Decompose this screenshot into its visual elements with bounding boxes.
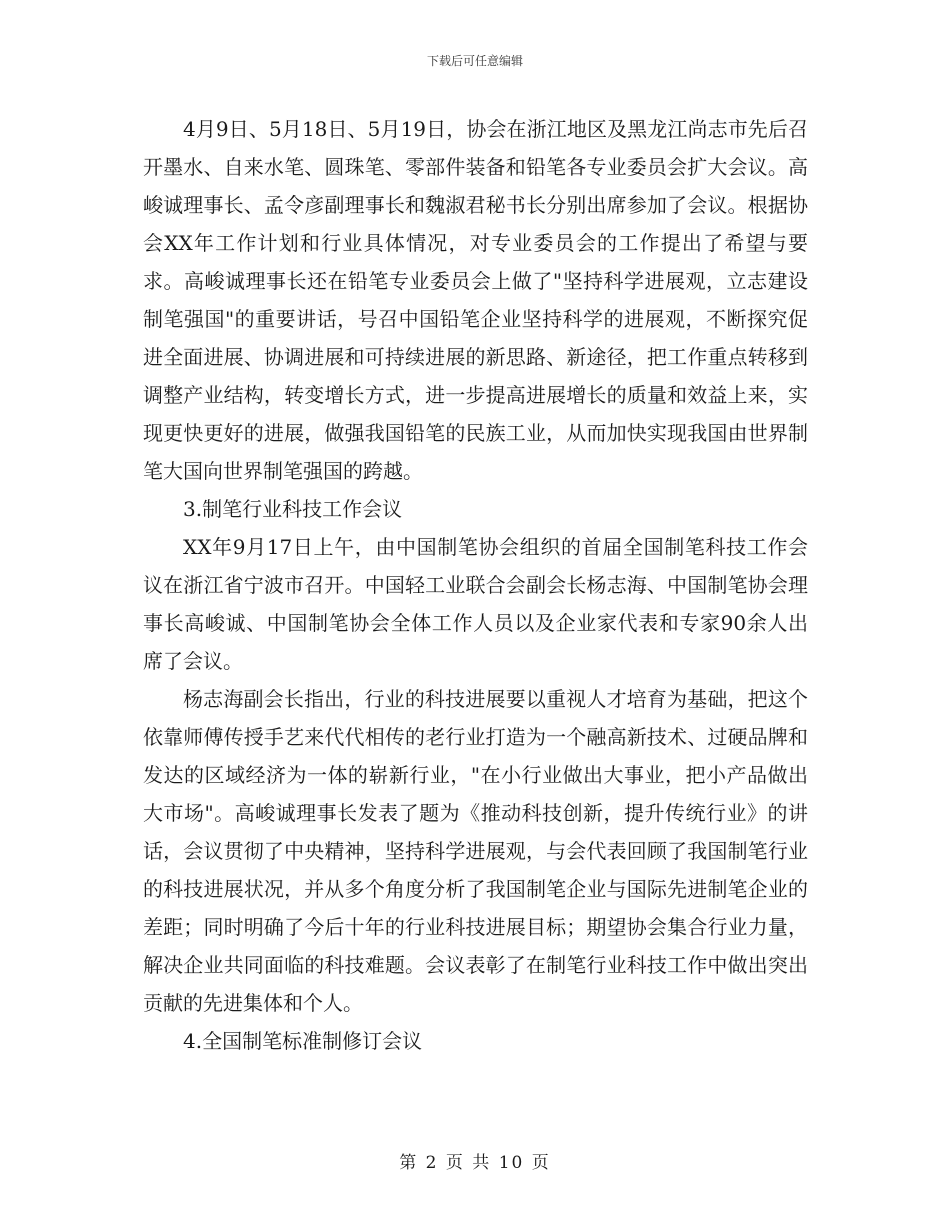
section-heading-4: 4.全国制笔标准制修订会议 bbox=[183, 1029, 423, 1053]
page-number: 第 2 页 共 10 页 bbox=[399, 1153, 551, 1173]
paragraph-speech-summary: 杨志海副会长指出，行业的科技进展要以重视人才培育为基础，把这个依靠师傅传授手艺来代代相传的老行业打造为一个融高新技术、过硬品牌和发达的区域经济为一体的崭新行业，"在小行业做出大事业，把小产品做出大市场"。高峻诚理事长发表了题为《推动科技创新，提升传统行业》的讲话，会议贯彻了中央精神，坚持科学进展观，与会代表回顾了我国制笔行业的科技进展状况，并从多个角度分析了我国制笔企业与国际先进制笔企业的差距；同时明确了今后十年的行业科技进展目标；期望协会集合行业力量，解决企业共同面临的科技难题。会议表彰了在制笔行业科技工作中做出突出贡献的先进集体和个人。 bbox=[143, 687, 808, 1015]
header-text: 下载后可任意编辑 bbox=[426, 54, 523, 68]
paragraph-committee-meetings: 4月9日、5月18日、5月19日，协会在浙江地区及黑龙江尚志市先后召开墨水、自来水笔、圆珠笔、零部件装备和铅笔各专业委员会扩大会议。高峻诚理事长、孟令彦副理事长和魏淑君秘书长分别出席参加了会议。根据协会XX年工作计划和行业具体情况，对专业委员会的工作提出了希望与要求。高峻诚理事长还在铅笔专业委员会上做了"坚持科学进展观，立志建设制笔强国"的重要讲话，号召中国铅笔企业坚持科学的进展观，不断探究促进全面进展、协调进展和可持续进展的新思路、新途径，把工作重点转移到调整产业结构，转变增长方式，进一步提高进展增长的质量和效益上来，实现更快更好的进展，做强我国铅笔的民族工业，从而加快实现我国由世界制笔大国向世界制笔强国的跨越。 bbox=[143, 117, 808, 483]
document-body bbox=[143, 110, 808, 1060]
page-header bbox=[0, 53, 950, 69]
paragraph-tech-conference: XX年9月17日上午，由中国制笔协会组织的首届全国制笔科技工作会议在浙江省宁波市召开。中国轻工业联合会副会长杨志海、中国制笔协会理事长高峻诚、中国制笔协会全体工作人员以及企业家代表和专家90余人出席了会议。 bbox=[143, 535, 808, 673]
page-footer bbox=[0, 1152, 950, 1174]
section-heading-3: 3.制笔行业科技工作会议 bbox=[183, 497, 403, 521]
